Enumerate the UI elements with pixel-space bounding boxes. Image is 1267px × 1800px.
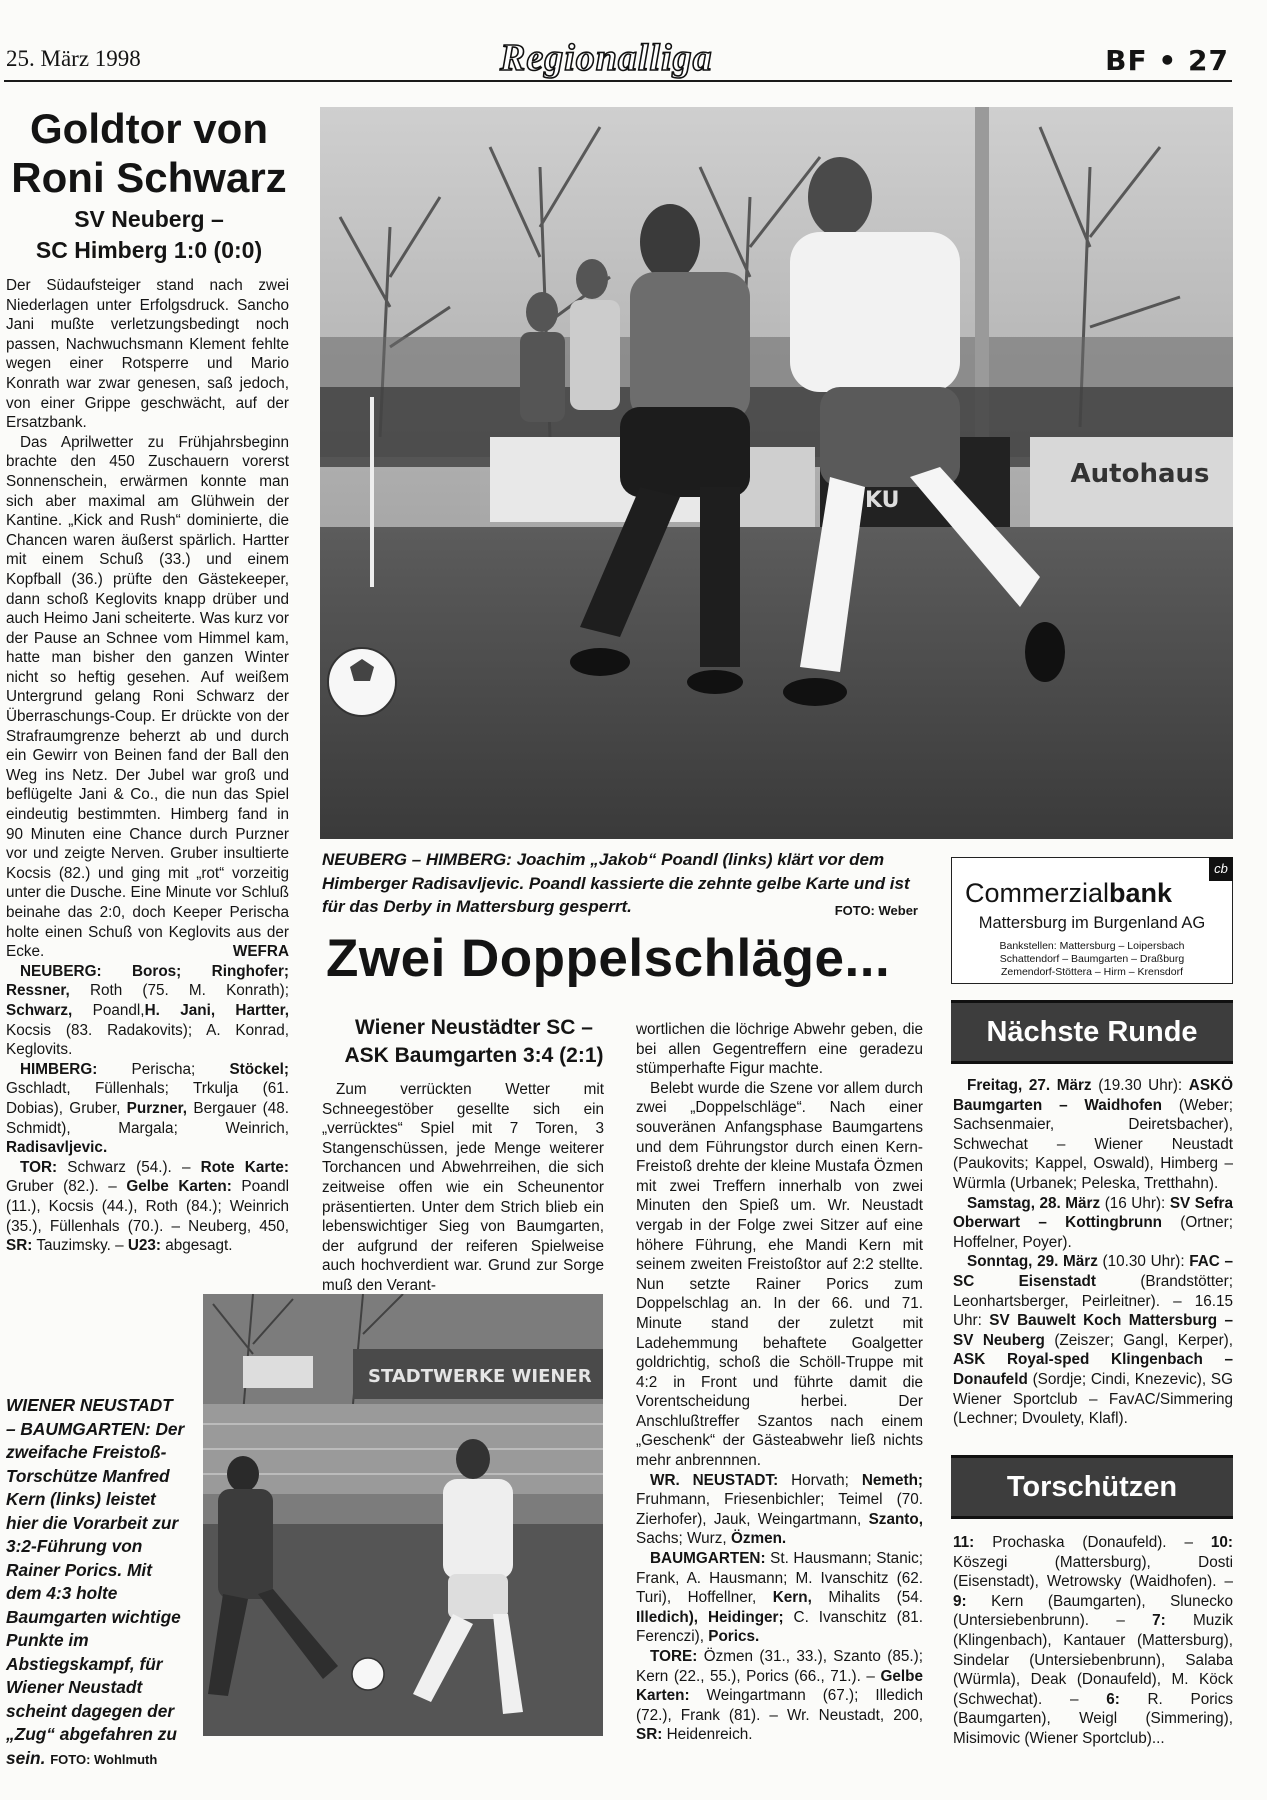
team-label: BAUMGARTEN:	[650, 1550, 766, 1568]
lineup-text: Poandl,	[92, 1001, 145, 1019]
bank-name-bold: bank	[1109, 878, 1173, 908]
article1-lineup-himberg	[6, 1060, 289, 1158]
goal-count: 10:	[1210, 1534, 1234, 1551]
round-text: (Sordje; Cindi, Knezevic), SG Wiener Sportclub – FavAC/Simmering (Lechner; Dvoulety, Klafl).	[953, 1370, 1234, 1428]
article1-body	[6, 276, 289, 1256]
board-sign: KU	[865, 488, 900, 513]
stats-text: abgesagt.	[165, 1237, 233, 1255]
round-match: SV Bauwelt Koch Mattersburg – SV Neuberg	[953, 1312, 1234, 1349]
article1-headline	[8, 104, 290, 202]
round-time: (19.30 Uhr):	[1098, 1077, 1183, 1094]
round-text: (Ortner; Hoffelner, Poyer).	[953, 1214, 1233, 1251]
next-round-heading: Nächste Runde	[951, 1000, 1233, 1064]
top-scorers-body	[953, 1533, 1233, 1749]
scorer-names: R. Porics (Baumgarten), Weigl (Simmering), Misimovic (Wiener Sportclub)...	[953, 1690, 1233, 1747]
lineup-bold: Radisavljevic.	[6, 1139, 108, 1157]
bank-branches-line: Zemendorf-Stöttera – Hirm – Krensdorf	[1000, 966, 1184, 978]
article2-subheadline-line1: Wiener Neustädter SC –	[355, 1016, 593, 1039]
lineup-bold: Stöckel;	[229, 1060, 289, 1078]
round-match: FAC – SC Eisenstadt	[953, 1253, 1234, 1290]
photo-image	[203, 1294, 603, 1736]
bank-branches-line: Schattendorf – Baumgarten – Draßburg	[999, 953, 1185, 965]
article1-match-stats	[6, 1158, 289, 1256]
lineup-text: Horvath;	[791, 1471, 849, 1489]
commerzialbank-ad	[951, 857, 1233, 984]
stats-text: Weingartmann (67.); Illedich (72.), Frank (81). – Wr. Neustadt, 200,	[636, 1687, 923, 1724]
round-match: SV Sefra Oberwart – Kottingbrunn	[953, 1194, 1234, 1232]
next-round-day	[953, 1252, 1233, 1428]
team-label: HIMBERG:	[20, 1060, 98, 1078]
goal-count: 6:	[1106, 1690, 1120, 1708]
round-match: ASK Royal-sped Klingenbach – Donaufeld	[953, 1351, 1233, 1388]
stats-text: Poandl (11.), Kocsis (44.), Roth (84.); Weinrich (35.), Füllenhals (70.). – Neuberg, 450,	[6, 1178, 290, 1235]
stats-label: SR:	[6, 1237, 33, 1255]
article2-match-stats	[636, 1647, 923, 1745]
stats-label: TOR:	[20, 1158, 58, 1176]
article1-paragraph	[6, 433, 289, 962]
article2-lineup-neustadt	[636, 1471, 923, 1549]
article1-subheadline-line2: SC Himberg 1:0 (0:0)	[35, 237, 263, 263]
round-match: ASKÖ Baumgarten – Waidhofen	[953, 1077, 1233, 1114]
stats-text: Gruber (82.). –	[6, 1178, 117, 1196]
top-scorers-list	[953, 1533, 1233, 1749]
article2-paragraph: wortlichen die löchrige Abwehr geben, die bei allen Gegentreffern eine geradezu stümperhafte Figur machte.	[636, 1021, 923, 1078]
lineup-text: Roth (75. M. Konrath);	[89, 982, 289, 1000]
lineup-bold: Purzner,	[126, 1099, 188, 1117]
issue-date: 25. März 1998	[6, 46, 141, 71]
stats-label: Gelbe Karten:	[636, 1667, 923, 1705]
team-label: NEUBERG:	[20, 962, 102, 980]
stats-text: Schwarz (54.). –	[67, 1158, 191, 1176]
bank-name-regular: Commerzial	[965, 878, 1110, 908]
match-photo-neuberg-himberg	[320, 107, 1233, 839]
goal-count: 9:	[953, 1592, 967, 1610]
stats-label: TORE:	[650, 1648, 698, 1665]
stadium-sign: STADTWERKE WIENER	[368, 1366, 592, 1387]
article2-column2	[636, 1020, 923, 1745]
photo1-caption-text: NEUBERG – HIMBERG: Joachim „Jakob“ Poandl (links) klärt vor dem Himberger Radisavljevic. Poandl kassierte die zehnte gelbe Karte und ist für das Derby in Mattersburg gesperrt.	[322, 850, 910, 916]
bank-logo-icon: cb	[1209, 857, 1233, 881]
lineup-text: C. Ivanschitz (81. Ferenczi),	[636, 1608, 924, 1646]
article1-subheadline-line1: SV Neuberg –	[74, 206, 224, 232]
lineup-bold: Szanto,	[868, 1510, 923, 1528]
lineup-bold: Özmen.	[730, 1530, 787, 1548]
bank-branches	[952, 940, 1232, 979]
lineup-text: Gschladt, Füllenhals; Trkulja (61. Dobias), Gruber,	[6, 1080, 289, 1117]
board-sign: Autohaus	[1070, 459, 1210, 489]
lineup-bold: Nemeth;	[861, 1471, 924, 1489]
goal-count: 11:	[953, 1534, 975, 1551]
bank-location: Mattersburg im Burgenland AG	[978, 914, 1206, 932]
lineup-text: Mihalits (54.	[828, 1589, 924, 1607]
photo1-caption	[322, 848, 918, 923]
scorer-names: Muzik (Klingenbach), Kantauer (Mattersburg), Sindelar (Untersiebenbrunn), Salaba (Würmla), Deak (Donaufeld), M. Köck (Schwechat). –	[953, 1612, 1233, 1708]
lineup-text: St. Hausmann; Stanic; Frank, A. Hausmann; M. Ivanschitz (62. Turi), Hoffellner,	[636, 1550, 923, 1607]
lineup-text: Fruhmann, Friesenbichler; Teimel (70. Zierhofer), Jauk, Weingartmann,	[636, 1491, 923, 1528]
round-date: Freitag, 27. März	[967, 1077, 1092, 1094]
lineup-bold: Boros; Ringhofer; Ressner,	[6, 962, 289, 1000]
article1-paragraph: Der Südaufsteiger stand nach zwei Niederlagen unter Erfolgsdruck. Sancho Jani mußte verletzungsbedingt noch passen, Nachwuchsmann Klement fehlte wegen einer Rotsperre und Mario Konrath war zwar genesen, saß jedoch, von einer Grippe geschwächt, auf der Ersatzbank.	[6, 277, 289, 432]
bank-branches-line: Bankstellen: Mattersburg – Loipersbach	[999, 940, 1185, 952]
bank-name	[965, 878, 1172, 909]
top-scorers-heading: Torschützen	[951, 1455, 1233, 1519]
stats-text: Tauzimsky. –	[36, 1237, 124, 1255]
scorer-names: Köszegi (Mattersburg), Dosti (Eisenstadt), Wetrowsky (Waidhofen). –	[953, 1553, 1233, 1591]
next-round-day	[953, 1194, 1233, 1253]
photo2-credit: FOTO: Wohlmuth	[50, 1751, 158, 1767]
photo2-caption-text: WIENER NEUSTADT – BAUMGARTEN: Der zweifache Freistoß-Torschütze Manfred Kern (links) leistet hier die Vorarbeit zur 3:2-Führung von Rainer Porics. Mit dem 4:3 holte Baumgarten wichtige Punkte im Abstiegskampf, für Wiener Neustadt scheint dagegen der „Zug“ abgefahren zu sein.	[6, 1395, 185, 1768]
lineup-text: Bergauer (48. Schmidt), Margala; Weinrich,	[6, 1099, 290, 1137]
round-text: (Weber; Sachsenmaier, Deiretsbacher), Schwechat – Wiener Neustadt (Paukovits; Kappel, Oswald), Himberg – Würmla (Urbanek; Peleska, Tretthahn).	[953, 1096, 1233, 1192]
stats-label: SR:	[636, 1726, 663, 1744]
article2-headline: Zwei Doppelschläge...	[326, 929, 891, 988]
scorer-names: Kern (Baumgarten), Slunecko (Untersiebenbrunn). –	[953, 1592, 1234, 1630]
lineup-bold: Porics.	[708, 1628, 760, 1646]
scorer-names: Prochaska (Donaufeld). –	[992, 1534, 1193, 1551]
lineup-text: Kocsis (83. Radakovits); A. Konrad, Keglovits.	[6, 1021, 289, 1059]
article1-lineup-neuberg	[6, 962, 289, 1060]
stats-label: Rote Karte:	[200, 1158, 290, 1176]
article2-subheadline	[328, 1014, 620, 1070]
article2-column1	[322, 1080, 604, 1296]
lineup-text: Sachs; Wurz,	[636, 1530, 727, 1548]
stats-label: U23:	[127, 1237, 162, 1255]
article1-paragraph-text: Das Aprilwetter zu Frühjahrsbeginn brachte den 450 Zuschauern vorerst Sonnenschein, erwärmen konnte man sich aber maximal am Glühwein der Kantine. „Kick and Rush“ dominierte, die Chancen waren äußerst spärlich. Hartter mit einem Schuß (33.) und einem Kopfball (36.) prüfte den Gästekeeper, dann schoß Keglovits knapp drüber und auch Heimo Jani scheiterte. Was kurz vor der Pause an Schnee vom Himmel kam, hatte man bisher den ganzen Winter nicht so heftig gesehen. Auf weißem Untergrund gelang Roni Schwarz der Überraschungs-Coup. Er drückte von der Strafraumgrenze beherzt ab und durch ein Gewirr von Beinen fand der Ball den Weg ins Netz. Der Jubel war groß und beflügelte Jani & Co., die nun das Spiel eindeutig bestimmten. Himberg fand in 90 Minuten eine Chance durch Purzner vor und zeigte Nerven. Gruber insultierte Kocsis (82.) und ging mit „rot“ vorzeitig unter die Dusche. Eine Minute vor Schluß beinahe das 2:0, doch Keeper Perischa holte einen Schuß von Keglovits aus der Ecke.	[6, 433, 289, 961]
round-date: Sonntag, 29. März	[967, 1253, 1098, 1271]
article1-subheadline	[8, 204, 290, 266]
round-time: (16 Uhr):	[1104, 1194, 1166, 1212]
lineup-bold: H. Jani, Hartter,	[144, 1001, 289, 1019]
lineup-text: Perischa;	[131, 1060, 196, 1078]
lineup-bold: Schwarz,	[6, 1001, 73, 1019]
lineup-bold: Kern,	[772, 1589, 812, 1607]
photo2-caption	[6, 1394, 186, 1771]
next-round-day	[953, 1076, 1233, 1194]
article2-lineup-baumgarten	[636, 1549, 923, 1647]
photo-image	[320, 107, 1233, 839]
match-photo-neustadt-baumgarten	[203, 1294, 603, 1736]
lineup-bold: Illedich), Heidinger;	[636, 1608, 784, 1626]
round-text: (Brandstötter; Leonhartsberger, Peirleitner). – 16.15 Uhr:	[953, 1272, 1233, 1330]
article2-paragraph: Zum verrückten Wetter mit Schneegestöber gesellte sich ein „verrücktes“ Spiel mit 7 Toren, 3 Stangenschüssen, jede Menge weiterer Torchancen und Abwehrreihen, die sich zeitweise offen wie ein Scheunentor präsentierten. Unter dem Strich blieb ein lebenswichtiger Sieg von Baumgarten, der aufgrund der reiferen Spielweise auch hochverdient war. Grund zur Sorge muß den Verant-	[322, 1081, 604, 1294]
header-rule	[4, 80, 1232, 82]
stats-text: Heidenreich.	[666, 1726, 753, 1744]
round-text: (Zeiszer; Gangl, Kerper),	[1054, 1331, 1234, 1349]
section-title: Regionalliga	[500, 37, 713, 79]
article1-headline-line2: Roni Schwarz	[11, 154, 287, 201]
round-time: (10.30 Uhr):	[1102, 1253, 1185, 1271]
stats-text: Özmen (31., 33.), Szanto (85.); Kern (22., 55.), Porics (66., 71.). –	[636, 1648, 923, 1685]
article1-headline-line1: Goldtor von	[30, 105, 268, 152]
round-date: Samstag, 28. März	[967, 1194, 1101, 1212]
stats-label: Gelbe Karten:	[126, 1178, 232, 1196]
photo1-credit: FOTO: Weber	[834, 903, 918, 918]
team-label: WR. NEUSTADT:	[650, 1471, 779, 1489]
article1-author: WEFRA	[232, 943, 289, 961]
article2-subheadline-line2: ASK Baumgarten 3:4 (2:1)	[344, 1044, 604, 1067]
page-number: BF • 27	[1105, 44, 1229, 77]
next-round-body	[953, 1076, 1233, 1429]
article2-paragraph: Belebt wurde die Szene vor allem durch zwei „Doppelschläge“. Nach einer souveränen Anfangsphase Baumgartens und dem Führungstor durch einen Kern-Freistoß drehte der kleine Mustafa Özmen mit zwei Treffern innerhalb von zwei Minuten den Spieß um. Wr. Neustadt vergab in der Folge zwei Sitzer auf eine höhere Führung, ehe Mandi Kern mit seinem zweiten Freistoßtor auf 2:2 stellte. Nun setzte Rainer Porics zum Doppelschlag an. In der 66. und 71. Minute stand der zuletzt mit Ladehemmung behaftete Goalgetter goldrichtig, schoß die Schöll-Truppe mit 4:2 in Front und führte damit die Vorentscheidung herbei. Der Anschlußtreffer Szantos nach einem „Geschenk“ der Gästeabwehr ließ nichts mehr anbrennnen.	[636, 1079, 923, 1470]
goal-count: 7:	[1152, 1612, 1166, 1630]
